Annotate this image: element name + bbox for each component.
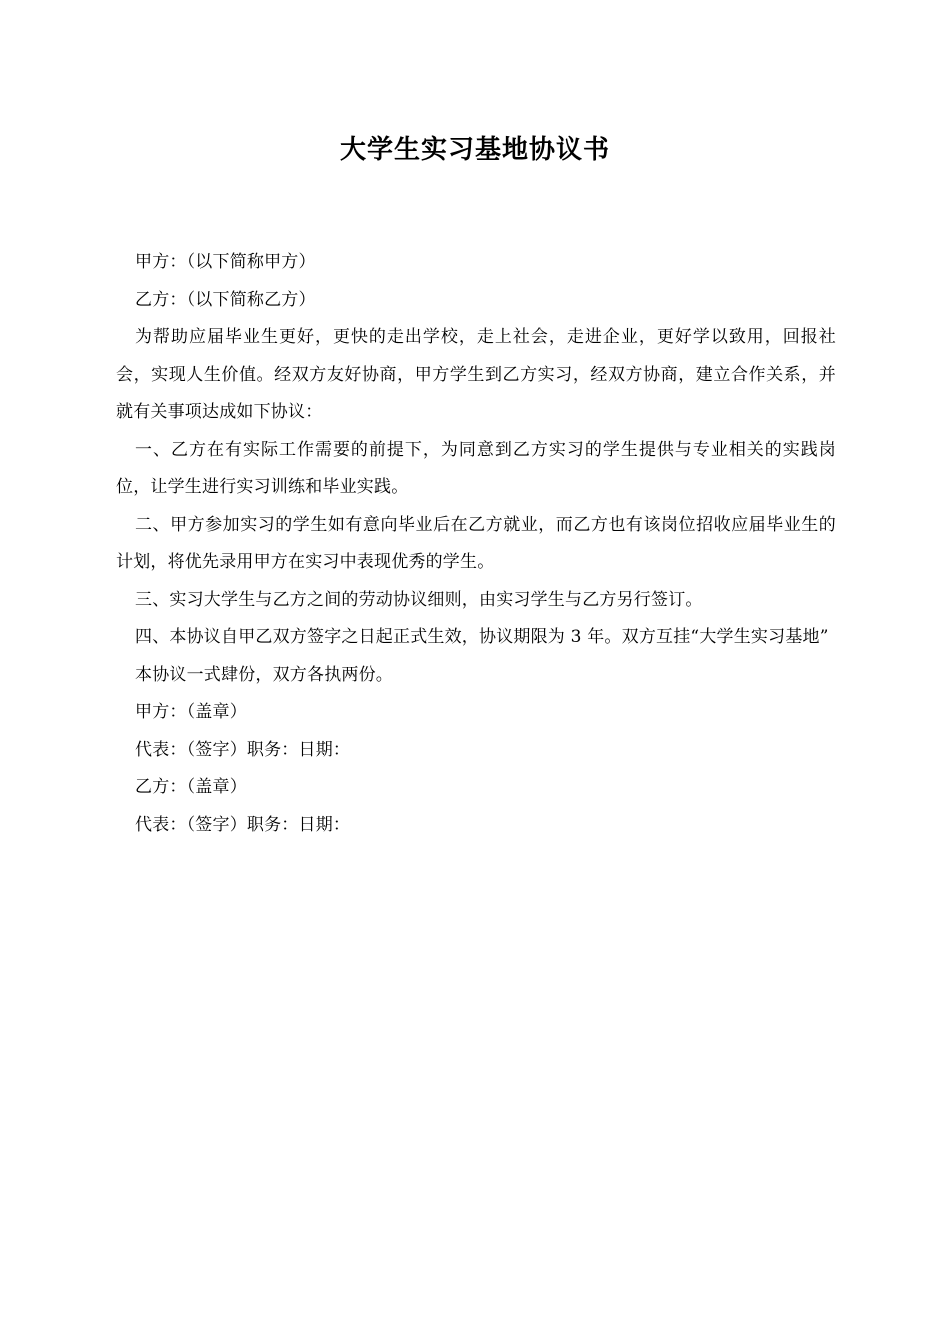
party-a-seal-line: 甲方：（盖章） bbox=[135, 702, 247, 722]
document-body bbox=[116, 244, 836, 844]
clause-four: 四、本协议自甲乙双方签字之日起正式生效，协议期限为 3 年。双方互挂“大学生实习基地” bbox=[135, 627, 829, 647]
clause-one: 一、乙方在有实际工作需要的前提下，为同意到乙方实习的学生提供与专业相关的实践岗位，让学生进行实习训练和毕业实践。 bbox=[116, 439, 836, 497]
party-b-line: 乙方：（以下简称乙方） bbox=[135, 289, 316, 310]
party-b-seal-line: 乙方：（盖章） bbox=[135, 777, 247, 797]
party-a-line: 甲方：（以下简称甲方） bbox=[135, 252, 316, 272]
intro-paragraph: 为帮助应届毕业生更好，更快的走出学校，走上社会，走进企业，更好学以致用，回报社会，实现人生价值。经双方友好协商，甲方学生到乙方实习，经双方协商，建立合作关系，并就有关事项达成如下协议： bbox=[116, 327, 836, 422]
party-a-signature-line: 代表：（签字）职务：日期： bbox=[135, 739, 351, 760]
document-title: 大学生实习基地协议书 bbox=[339, 135, 610, 165]
clause-three: 三、实习大学生与乙方之间的劳动协议细则，由实习学生与乙方另行签订。 bbox=[135, 589, 703, 610]
clause-two: 二、甲方参加实习的学生如有意向毕业后在乙方就业，而乙方也有该岗位招收应届毕业生的计划，将优先录用甲方在实习中表现优秀的学生。 bbox=[116, 514, 836, 572]
party-b-signature-line: 代表：（签字）职务：日期： bbox=[135, 814, 351, 835]
copies-statement: 本协议一式肆份，双方各执两份。 bbox=[135, 664, 393, 685]
